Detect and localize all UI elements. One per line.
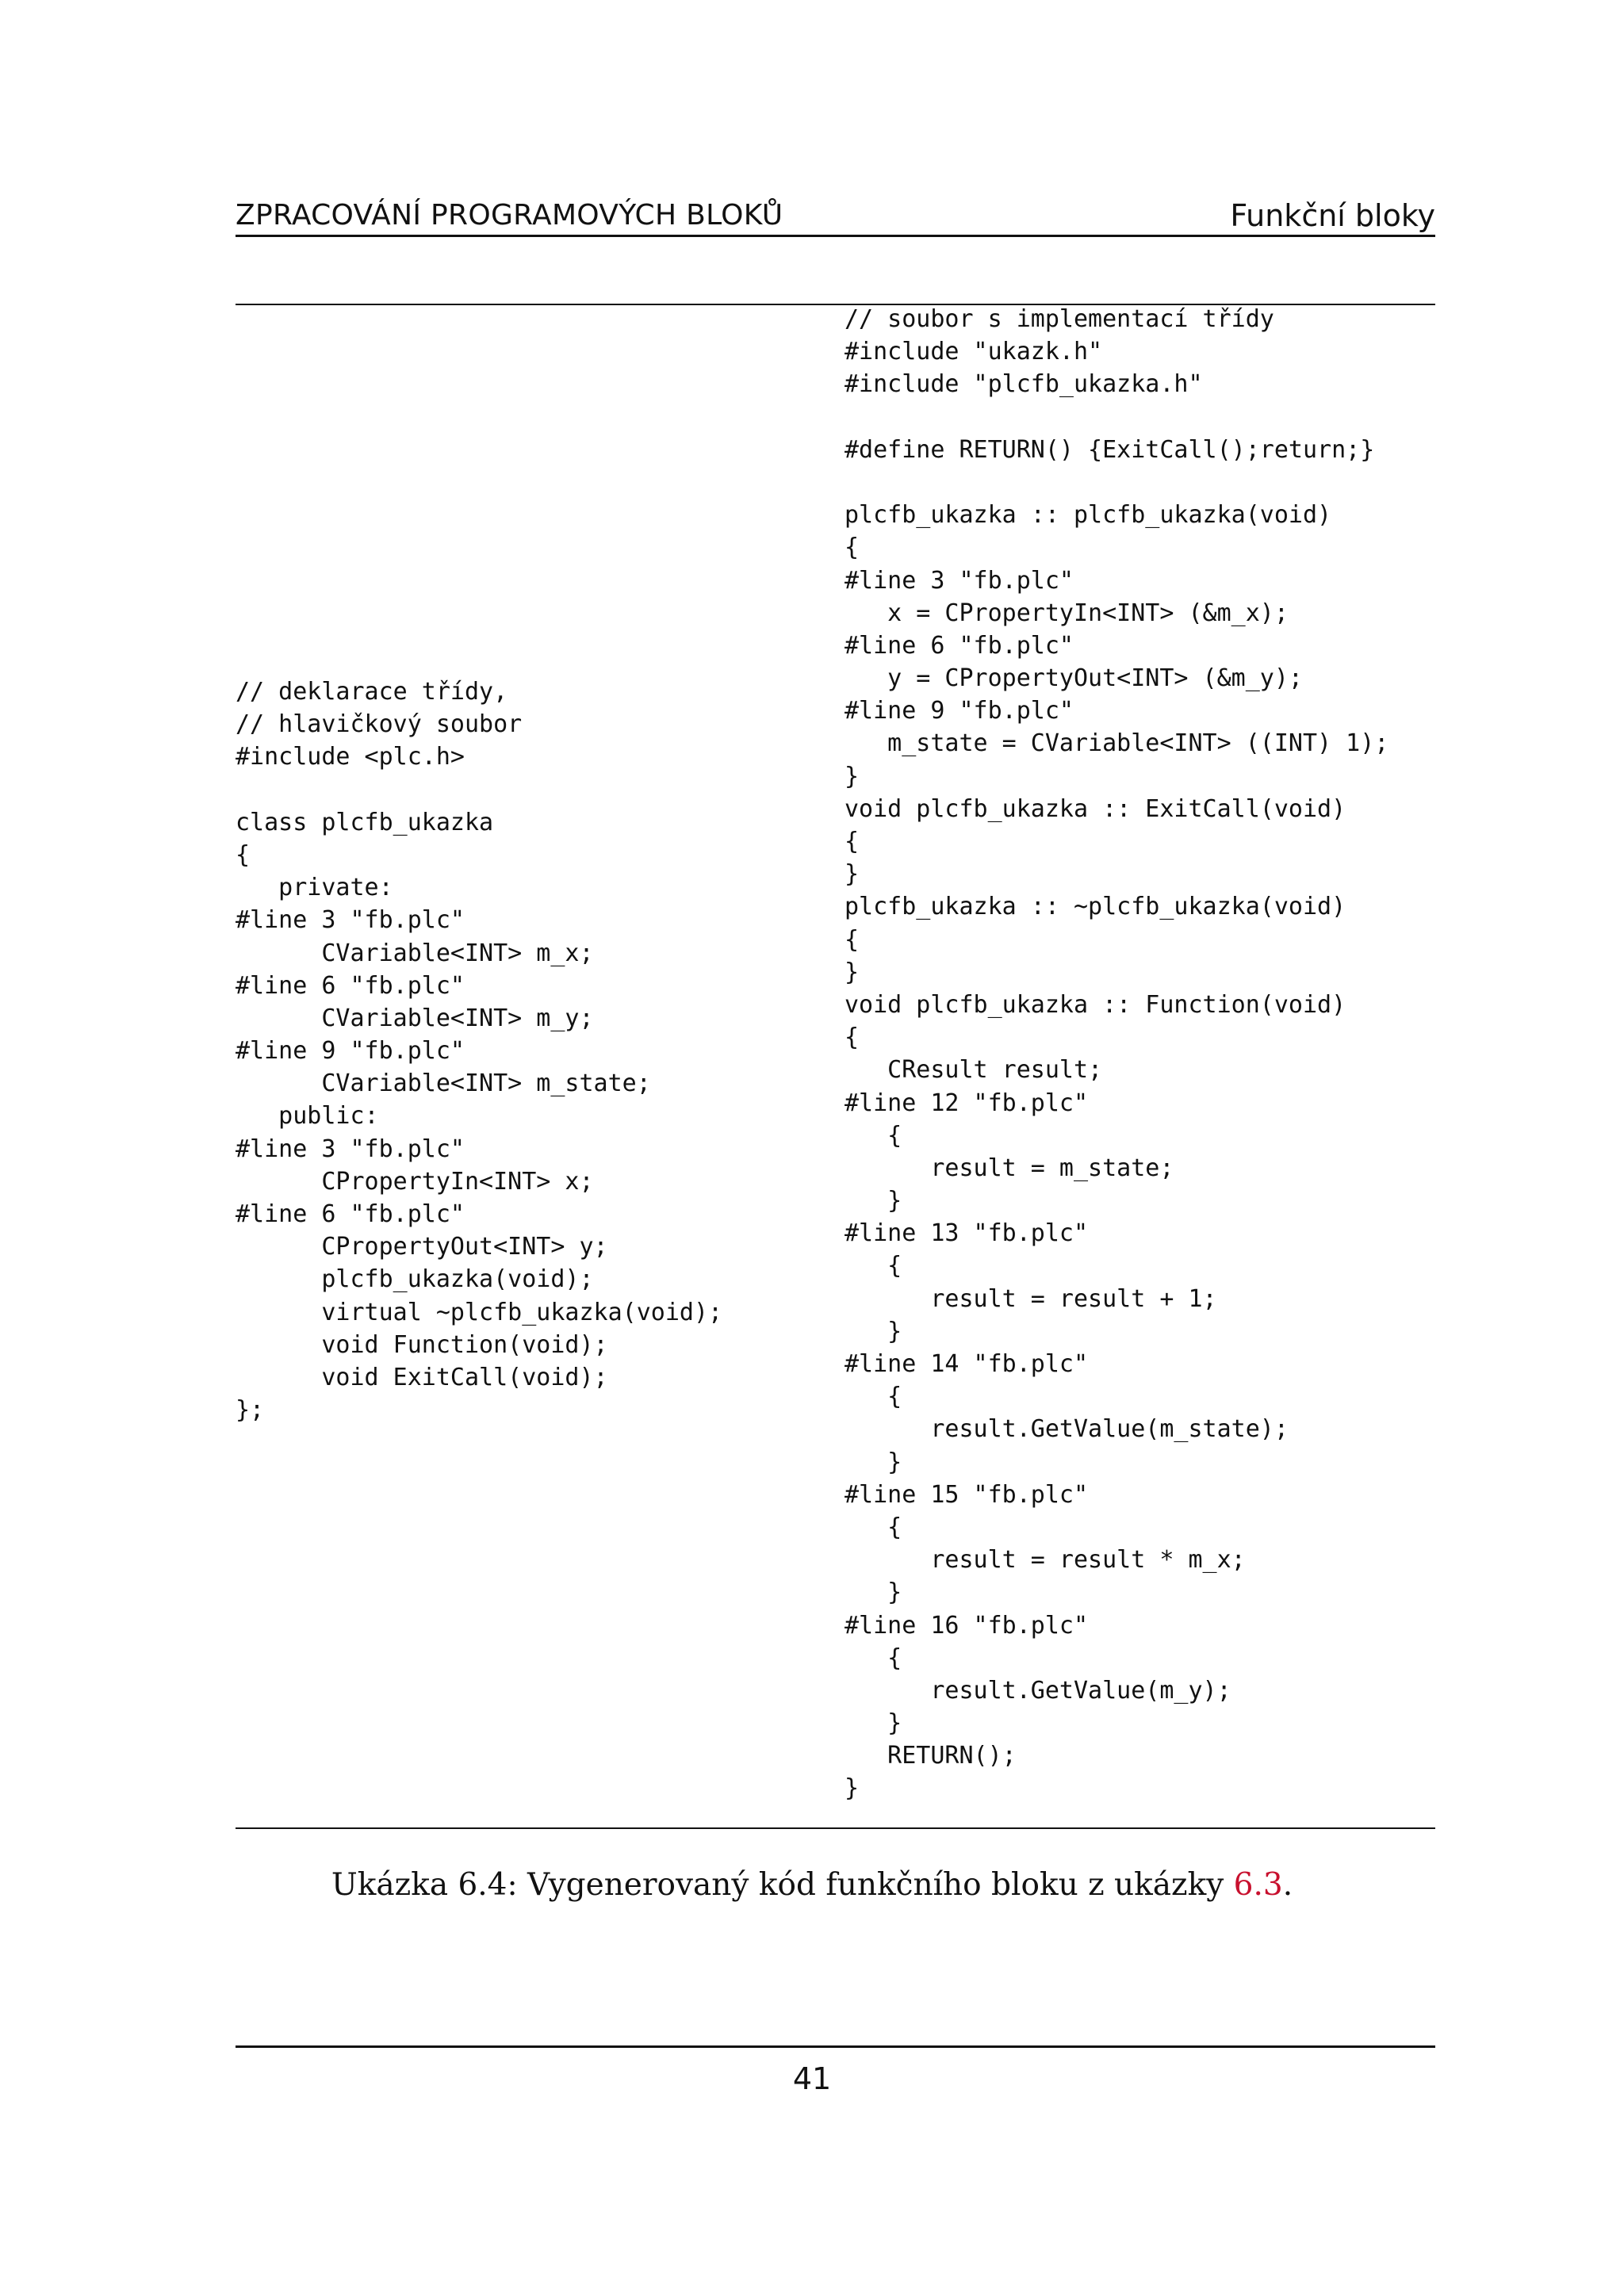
code-line: } bbox=[845, 1187, 902, 1215]
code-line: result = result + 1; bbox=[845, 1284, 1217, 1313]
running-header-chapter: ZPRACOVÁNÍ PROGRAMOVÝCH BLOKŮ bbox=[236, 199, 783, 232]
code-line: void Function(void); bbox=[236, 1330, 608, 1359]
code-line: } bbox=[845, 762, 860, 790]
code-line: plcfb_ukazka(void); bbox=[236, 1265, 594, 1294]
code-line: void ExitCall(void); bbox=[236, 1363, 608, 1391]
code-line: { bbox=[845, 1252, 902, 1280]
footer-rule bbox=[236, 2045, 1435, 2048]
code-line: #line 15 "fb.plc" bbox=[845, 1480, 1089, 1509]
code-line: m_state = CVariable<INT> ((INT) 1); bbox=[845, 729, 1389, 758]
code-line bbox=[845, 466, 1388, 499]
code-line: #line 3 "fb.plc" bbox=[845, 566, 1074, 595]
code-line: #line 14 "fb.plc" bbox=[845, 1350, 1089, 1378]
code-line: } bbox=[845, 1448, 902, 1476]
code-line: x = CPropertyIn<INT> (&m_x); bbox=[845, 599, 1289, 627]
code-line: #line 6 "fb.plc" bbox=[236, 971, 465, 1000]
code-line: { bbox=[845, 1513, 902, 1541]
code-line: #line 6 "fb.plc" bbox=[845, 631, 1074, 660]
running-header-section: Funkční bloky bbox=[1230, 198, 1435, 233]
code-line: result.GetValue(m_y); bbox=[845, 1676, 1231, 1705]
caption-text: Ukázka 6.4: Vygenerovaný kód funkčního bloku z ukázky bbox=[331, 1867, 1234, 1903]
listing-caption bbox=[0, 1862, 1624, 1909]
code-line: CPropertyIn<INT> x; bbox=[236, 1167, 594, 1196]
code-line: } bbox=[845, 1578, 902, 1607]
code-line: #line 3 "fb.plc" bbox=[236, 1135, 465, 1163]
code-line: // soubor s implementací třídy bbox=[845, 305, 1274, 333]
listing-bottom-rule bbox=[236, 1827, 1435, 1829]
code-line bbox=[845, 401, 1388, 434]
caption-reference-link[interactable]: 6.3 bbox=[1233, 1867, 1283, 1903]
code-line: { bbox=[845, 1121, 902, 1150]
code-line: { bbox=[845, 534, 860, 562]
code-line: CResult result; bbox=[845, 1056, 1103, 1085]
code-line: CVariable<INT> m_state; bbox=[236, 1070, 651, 1098]
code-line: } bbox=[845, 1709, 902, 1738]
code-line: public: bbox=[236, 1102, 379, 1131]
code-line: plcfb_ukazka :: ~plcfb_ukazka(void) bbox=[845, 893, 1346, 921]
code-line: virtual ~plcfb_ukazka(void); bbox=[236, 1298, 723, 1326]
code-line: { bbox=[236, 840, 251, 869]
code-line: { bbox=[845, 1383, 902, 1411]
code-line: } bbox=[845, 860, 860, 889]
code-line: // hlavičkový soubor bbox=[236, 710, 523, 739]
code-line: #line 3 "fb.plc" bbox=[236, 906, 465, 935]
code-line: #line 9 "fb.plc" bbox=[845, 697, 1074, 725]
code-line: y = CPropertyOut<INT> (&m_y); bbox=[845, 664, 1303, 693]
code-line: plcfb_ukazka :: plcfb_ukazka(void) bbox=[845, 501, 1332, 530]
caption-end: . bbox=[1282, 1867, 1293, 1903]
code-line: CVariable<INT> m_y; bbox=[236, 1004, 594, 1032]
code-line: { bbox=[845, 925, 860, 954]
code-line: class plcfb_ukazka bbox=[236, 808, 494, 836]
code-line: } bbox=[845, 1774, 860, 1803]
code-listing-implementation bbox=[845, 303, 1388, 1805]
code-line: result = result * m_x; bbox=[845, 1546, 1246, 1575]
header-rule bbox=[236, 235, 1435, 237]
code-line: CPropertyOut<INT> y; bbox=[236, 1233, 608, 1261]
code-line: #line 13 "fb.plc" bbox=[845, 1219, 1089, 1248]
code-line: void plcfb_ukazka :: ExitCall(void) bbox=[845, 794, 1346, 823]
code-line: { bbox=[845, 828, 860, 855]
code-line: #line 12 "fb.plc" bbox=[845, 1089, 1089, 1117]
code-line: private: bbox=[236, 874, 393, 902]
code-line: result.GetValue(m_state); bbox=[845, 1415, 1289, 1444]
code-line: #line 16 "fb.plc" bbox=[845, 1611, 1089, 1640]
code-line: result = m_state; bbox=[845, 1154, 1174, 1182]
code-line: { bbox=[845, 1644, 902, 1672]
code-line: }; bbox=[236, 1396, 265, 1425]
code-line: #line 6 "fb.plc" bbox=[236, 1200, 465, 1228]
code-line: CVariable<INT> m_x; bbox=[236, 939, 594, 967]
code-line: #include "plcfb_ukazka.h" bbox=[845, 370, 1203, 399]
code-line: } bbox=[845, 1317, 902, 1345]
code-listing-declaration bbox=[236, 675, 722, 1426]
code-line: { bbox=[845, 1024, 860, 1052]
code-line: #include "ukazk.h" bbox=[845, 338, 1103, 366]
code-line: // deklarace třídy, bbox=[236, 678, 508, 706]
code-line: #line 9 "fb.plc" bbox=[236, 1037, 465, 1066]
code-line: #include <plc.h> bbox=[236, 743, 465, 771]
code-line: #define RETURN() {ExitCall();return;} bbox=[845, 435, 1375, 464]
code-line: } bbox=[845, 958, 860, 986]
page-number: 41 bbox=[792, 2061, 832, 2096]
code-line: void plcfb_ukazka :: Function(void) bbox=[845, 990, 1346, 1019]
code-line bbox=[236, 774, 722, 806]
code-line: RETURN(); bbox=[845, 1742, 1017, 1770]
